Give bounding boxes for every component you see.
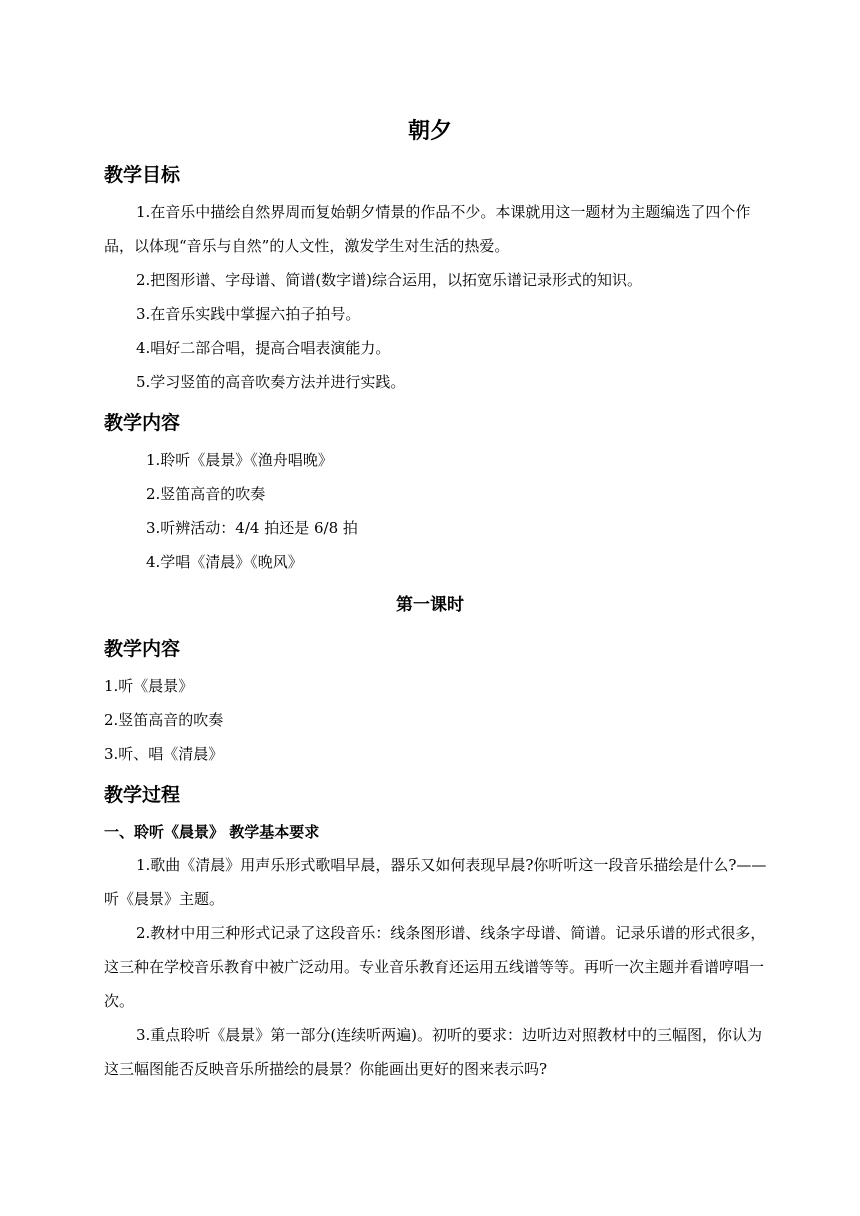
process-para-3: 3.重点聆听《晨景》第一部分(连续听两遍)。初听的要求：边听边对照教材中的三幅图，你认为这三幅图能否反映音乐所描绘的晨景？你能画出更好的图来表示吗?	[104, 1026, 763, 1078]
content-item-1: 1.聆听《晨景》《渔舟唱晚》	[146, 451, 333, 469]
goal-item-3: 3.在音乐实践中掌握六拍子拍号。	[136, 305, 361, 323]
content-item-2: 2.竖笛高音的吹奏	[146, 485, 266, 503]
lesson-item-3: 3.听、唱《清晨》	[104, 745, 224, 763]
goal-item-4: 4.唱好二部合唱，提高合唱表演能力。	[136, 339, 391, 357]
lesson-item-1: 1.听《晨景》	[104, 677, 194, 695]
document-title: 朝夕	[407, 119, 452, 144]
goal-item-2: 2.把图形谱、字母谱、简谱(数字谱)综合运用，以拓宽乐谱记录形式的知识。	[136, 271, 643, 289]
lesson-item-2: 2.竖笛高音的吹奏	[104, 711, 224, 729]
goal-item-1: 1.在音乐中描绘自然界周而复始朝夕情景的作品不少。本课就用这一题材为主题编选了四个作品，以体现“音乐与自然”的人文性，激发学生对生活的热爱。	[104, 203, 751, 255]
process-para-2: 2.教材中用三种形式记录了这段音乐：线条图形谱、线条字母谱、简谱。记录乐谱的形式很多，这三种在学校音乐教育中被广泛动用。专业音乐教育还运用五线谱等等。再听一次主题并看谱哼唱一次。	[104, 924, 766, 1010]
process-para-1: 1.歌曲《清晨》用声乐形式歌唱早晨，器乐又如何表现早晨?你听听这一段音乐描绘是什么?——听《晨景》主题。	[104, 856, 767, 908]
goal-item-5: 5.学习竖笛的高音吹奏方法并进行实践。	[136, 373, 406, 391]
section-1-heading: 一、聆听《晨景》 教学基本要求	[104, 823, 320, 841]
goals-heading: 教学目标	[104, 164, 181, 186]
content-heading: 教学内容	[104, 412, 181, 434]
lesson-title: 第一课时	[396, 595, 464, 615]
content-item-4: 4.学唱《清晨》《晚风》	[146, 553, 303, 571]
content-item-3: 3.听辨活动：4/4 拍还是 6/8 拍	[146, 519, 358, 537]
lesson-content-heading: 教学内容	[104, 638, 181, 660]
process-heading: 教学过程	[104, 784, 181, 806]
